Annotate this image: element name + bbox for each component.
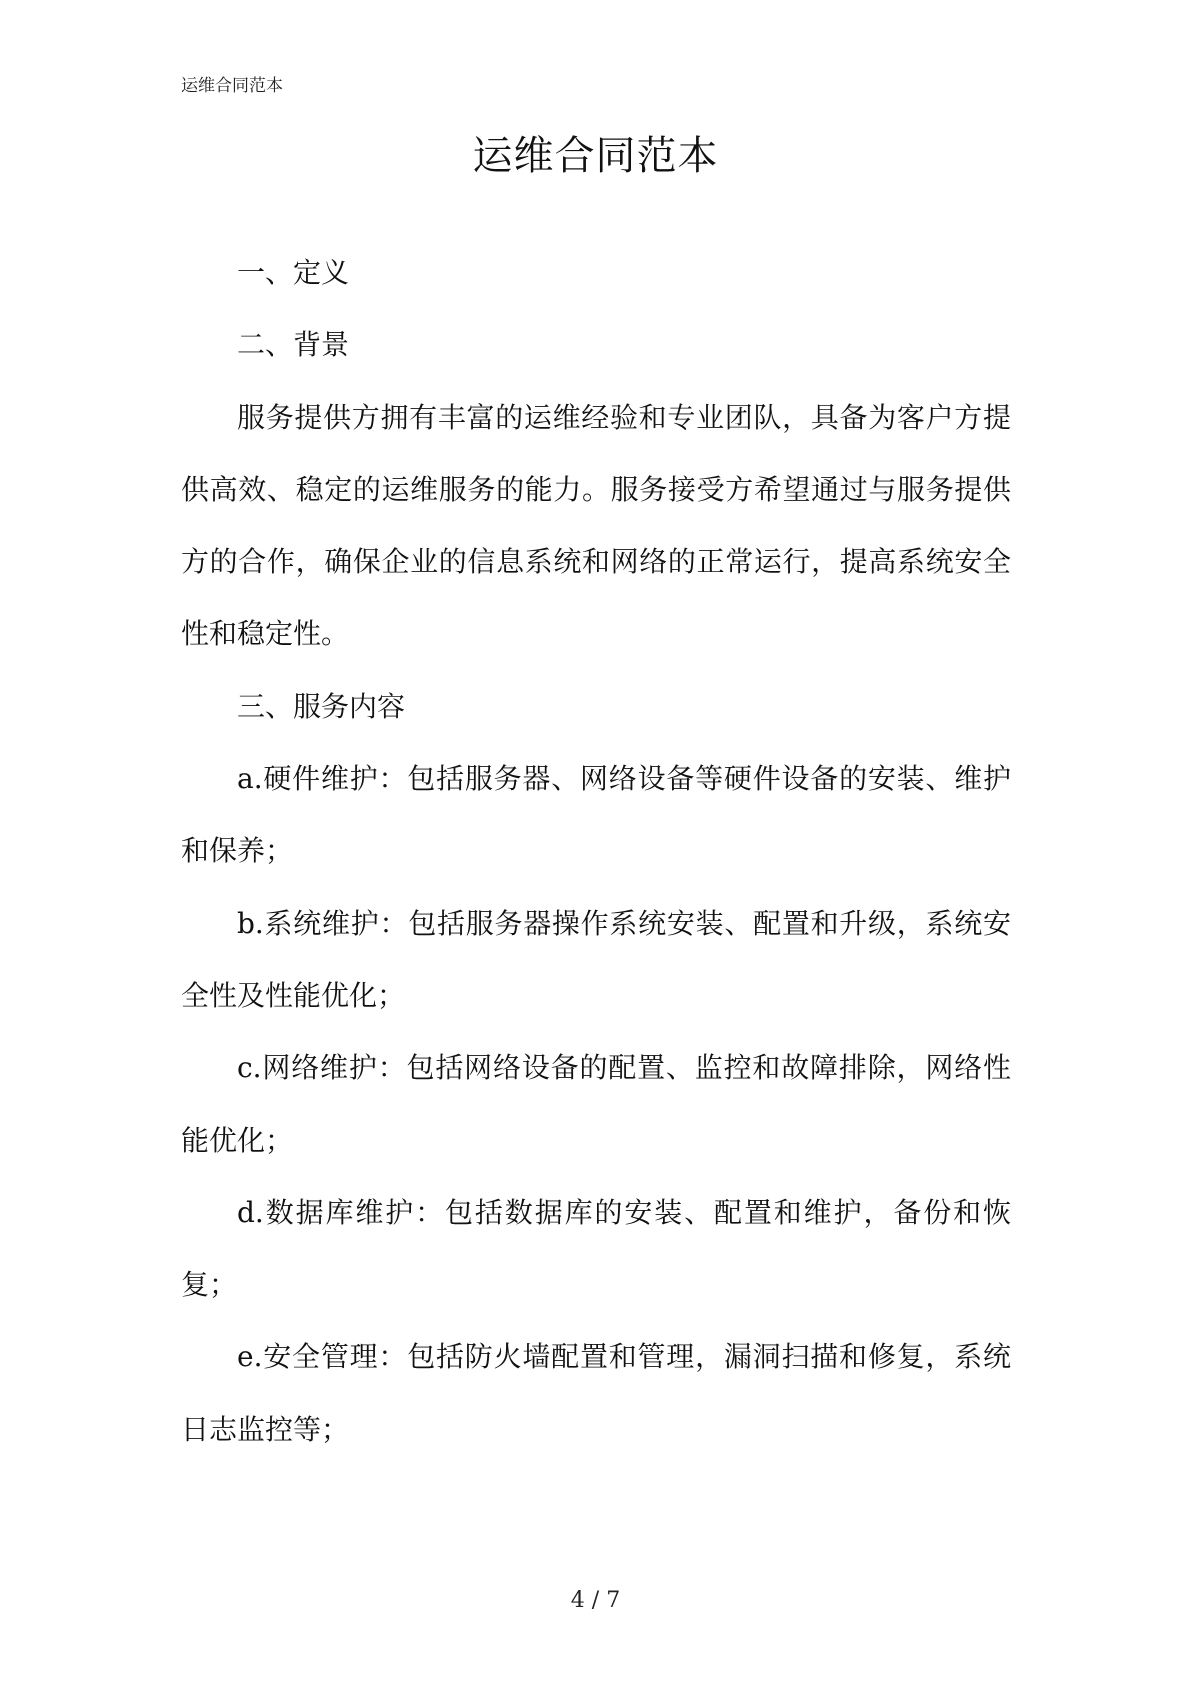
page-number: 4 / 7 <box>570 1588 621 1613</box>
service-item-hardware: a.硬件维护：包括服务器、网络设备等硬件设备的安装、维护和保养； <box>181 762 1011 868</box>
document-body <box>181 237 1011 1466</box>
document-title: 运维合同范本 <box>472 133 719 179</box>
section-heading-definition: 一、定义 <box>237 256 350 289</box>
section-heading-background: 二、背景 <box>237 328 350 362</box>
service-item-database: d.数据库维护：包括数据库的安装、配置和维护，备份和恢复； <box>181 1195 1011 1302</box>
running-header: 运维合同范本 <box>181 76 283 96</box>
background-paragraph: 服务提供方拥有丰富的运维经验和专业团队，具备为客户方提供高效、稳定的运维服务的能力。服务接受方希望通过与服务提供方的合作，确保企业的信息系统和网络的正常运行，提高系统安全性和稳定性。 <box>181 400 1011 651</box>
service-item-security: e.安全管理：包括防火墙配置和管理，漏洞扫描和修复，系统日志监控等； <box>181 1340 1011 1446</box>
service-item-network: c.网络维护：包括网络设备的配置、监控和故障排除，网络性能优化； <box>181 1051 1011 1157</box>
service-item-system: b.系统维护：包括服务器操作系统安装、配置和升级，系统安全性及性能优化； <box>181 906 1011 1012</box>
section-heading-service-content: 三、服务内容 <box>237 689 406 723</box>
